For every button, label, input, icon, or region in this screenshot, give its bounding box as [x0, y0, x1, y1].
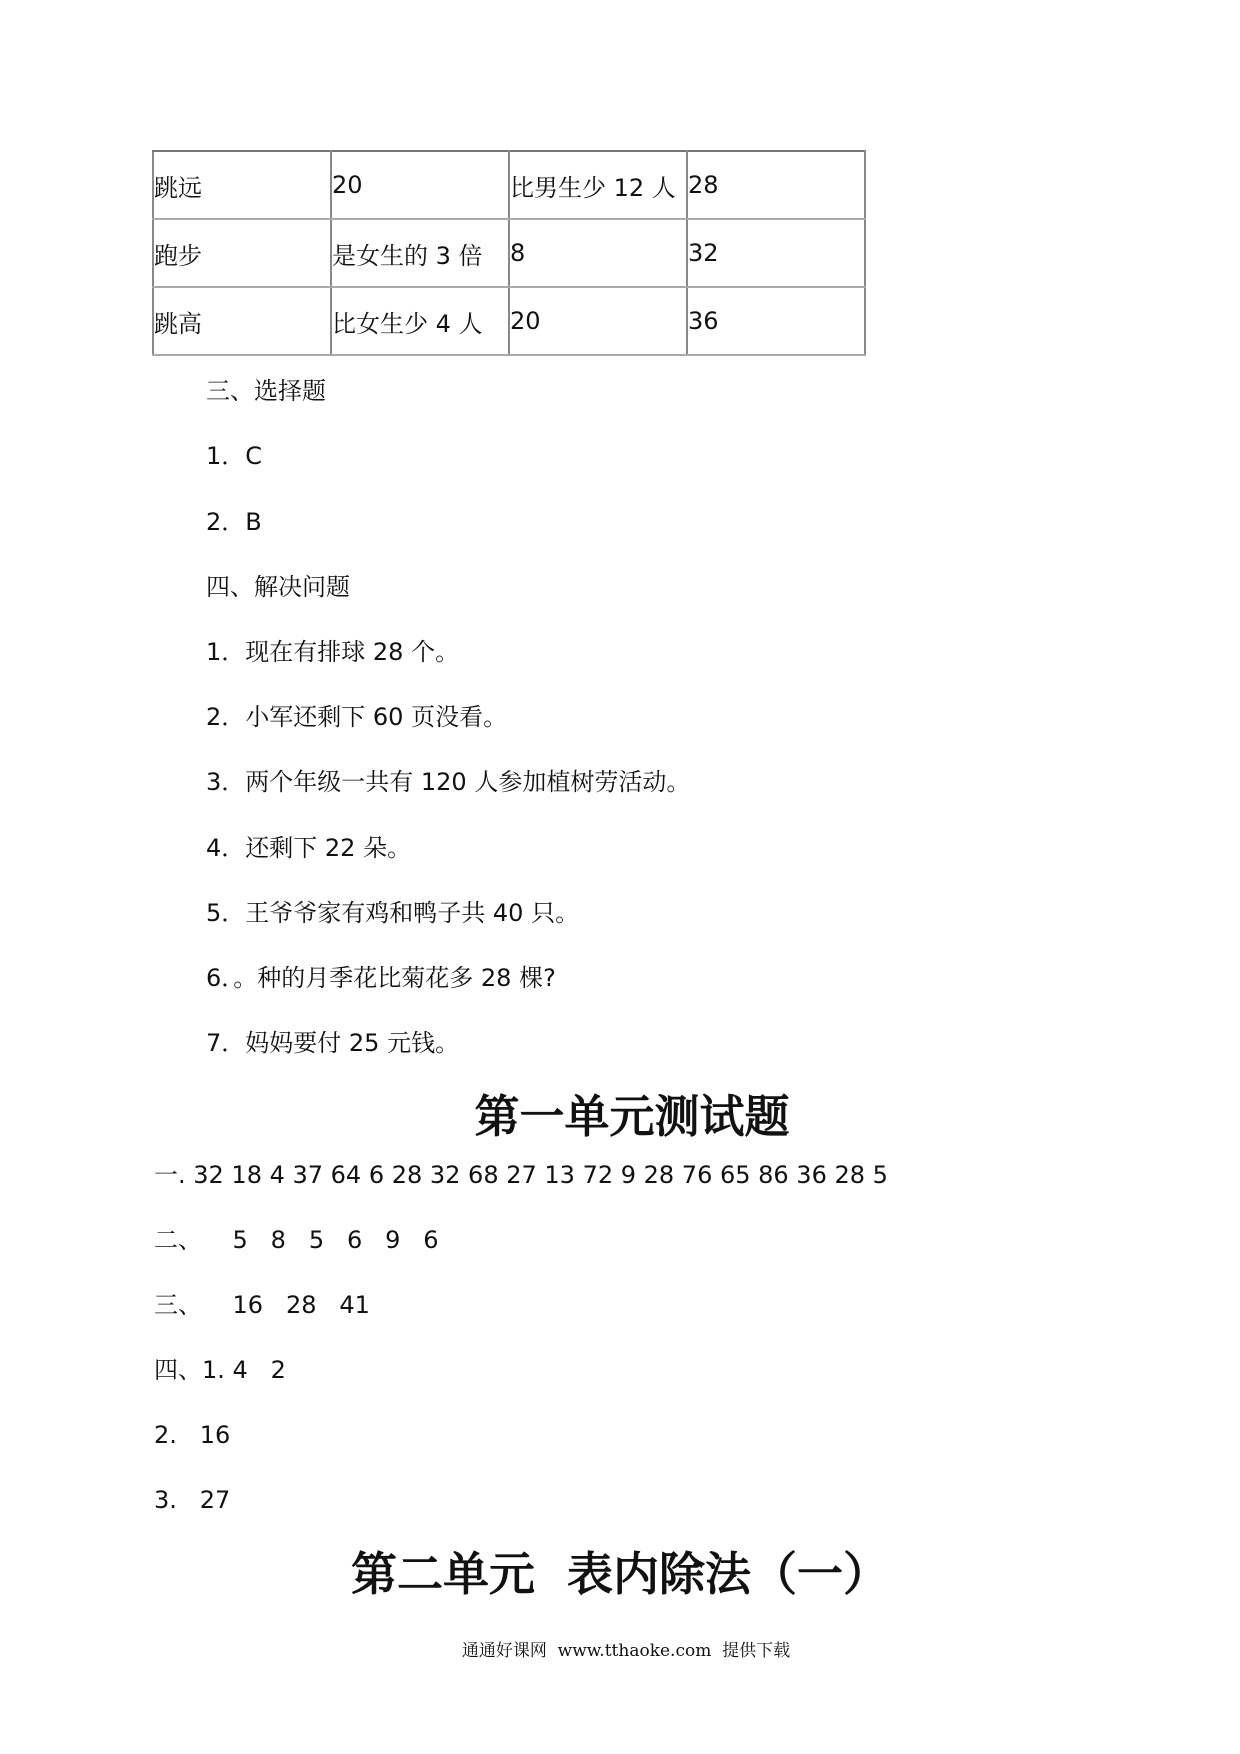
answer-line: 3．两个年级一共有 120 人参加植树劳活动。	[206, 768, 691, 796]
section-heading: 三、选择题	[206, 377, 326, 405]
table-cell: 8	[510, 239, 526, 267]
answer-line: 1．现在有排球 28 个。	[206, 638, 460, 666]
footer-text: 通通好课网 www.tthaoke.com 提供下载	[461, 1641, 791, 1661]
table-cell: 跳远	[154, 173, 202, 202]
table-cell: 28	[688, 171, 719, 199]
unit1-title: 第一单元测试题	[474, 1090, 790, 1143]
answer-line: 2. 16	[154, 1421, 231, 1449]
answer-table	[152, 150, 866, 356]
answer-line: 7．妈妈要付 25 元钱。	[206, 1029, 460, 1057]
answer-line: 四、1. 4 2	[154, 1356, 286, 1384]
table-row	[153, 287, 865, 355]
answer-line: 5．王爷爷家有鸡和鸭子共 40 只。	[206, 899, 580, 927]
answer-line: 2．B	[206, 508, 262, 536]
answer-line: 4．还剩下 22 朵。	[206, 834, 412, 862]
table-cell: 36	[688, 307, 719, 335]
table-cell: 跑步	[154, 241, 202, 270]
table-cell: 比女生少 4 人	[332, 309, 483, 338]
table-cell: 20	[510, 307, 541, 335]
section-heading: 四、解决问题	[206, 573, 350, 601]
table-row	[153, 219, 865, 287]
answer-line: 1．C	[206, 442, 263, 470]
table-cell: 跳高	[154, 309, 202, 338]
table-cell: 是女生的 3 倍	[332, 241, 483, 270]
answer-line: 一. 32 18 4 37 64 6 28 32 68 27 13 72 9 28 76 65 86 36 28 5	[154, 1161, 888, 1189]
table-cell: 32	[688, 239, 719, 267]
unit2-title: 第二单元 表内除法（一）	[350, 1547, 890, 1601]
answer-line: 6．。种的月季花比菊花多 28 棵?	[206, 964, 556, 992]
answer-line: 2．小军还剩下 60 页没看。	[206, 703, 508, 731]
answer-line: 三、 16 28 41	[154, 1291, 370, 1319]
answer-line: 二、 5 8 5 6 9 6	[154, 1226, 439, 1254]
table-row	[153, 151, 865, 219]
answer-line: 3. 27	[154, 1486, 231, 1514]
table-cell: 比男生少 12 人	[510, 173, 676, 202]
table-cell: 20	[332, 171, 363, 199]
